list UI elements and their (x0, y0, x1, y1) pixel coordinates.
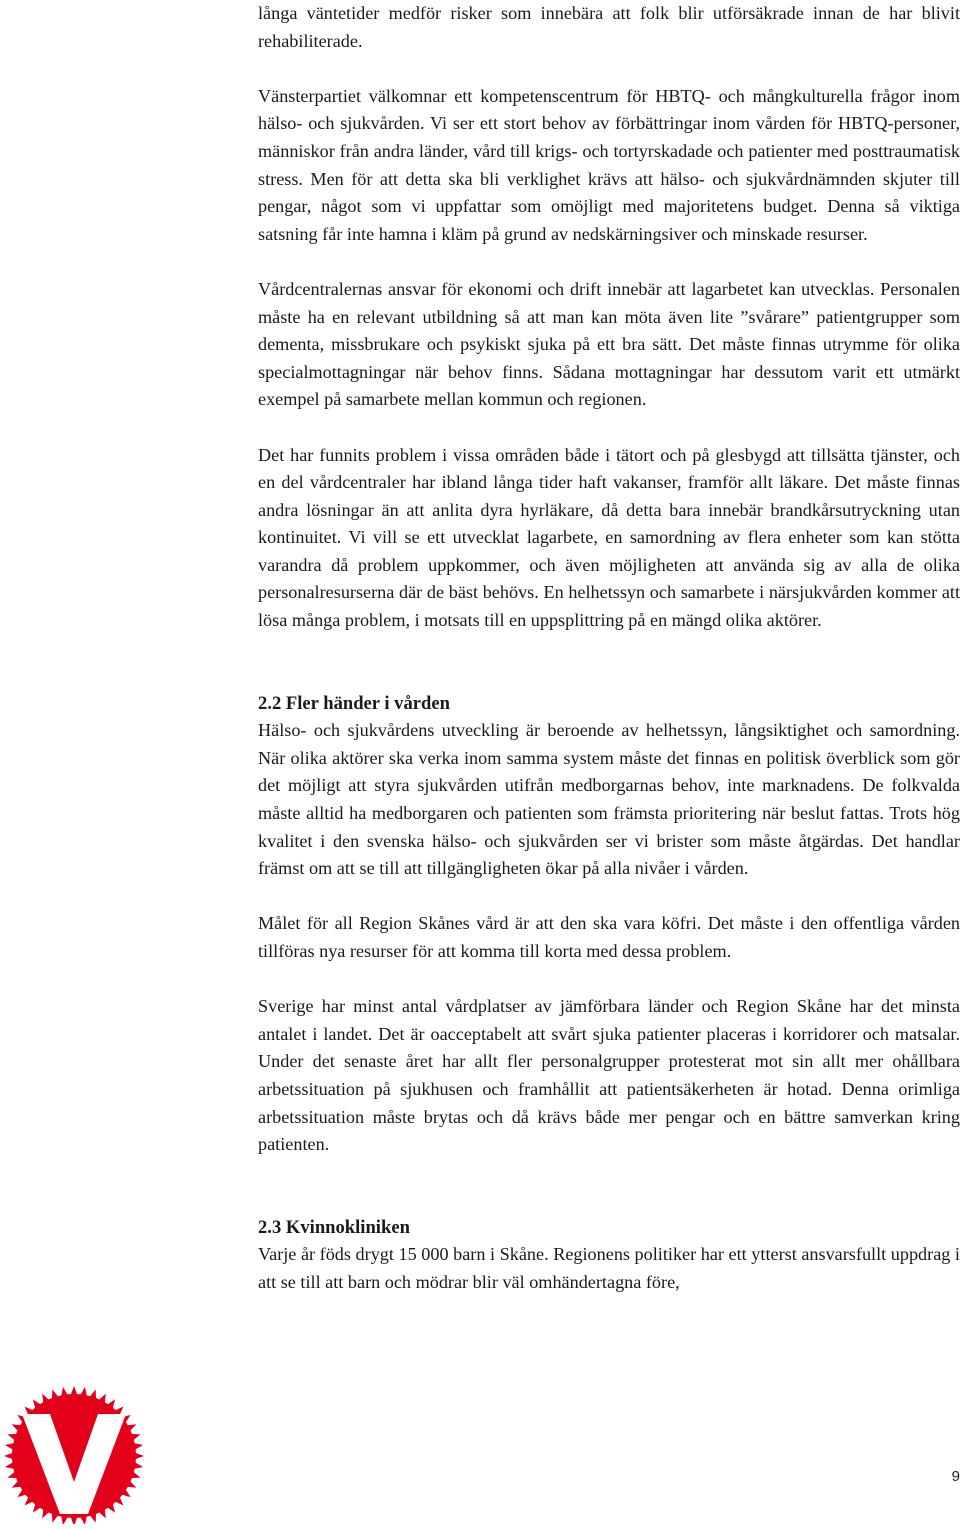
paragraph-staffing: Det har funnits problem i vissa områden både i tätort och på glesbygd att tillsätta tjänster, och en del vårdcentraler har ibland långa tider haft vakanser, framför allt läkare. Det måste finnas andra lösningar än att anlita dyra hyrläkare, då detta bara innebär brandkårsutryckning utan kontinuitet. Vi vill se ett utvecklat lagarbete, en samordning av flera enheter som kan stötta varandra då problem uppkommer, och även möjligheten att använda sig av alla de olika personalresurserna där de bäst behövs. En helhetssyn och samarbete i närsjukvården kommer att lösa många problem, i motsats till en uppsplittring på en mängd olika aktörer. (258, 444, 960, 631)
section-heading-2-3: 2.3 Kvinnokliniken (258, 1216, 410, 1238)
page-number: 9 (951, 1468, 960, 1485)
paragraph-kvinnokliniken: Varje år föds drygt 15 000 barn i Skåne. Regionens politiker har ett ytterst ansvarsfullt uppdrag i att se till att barn och mödrar blir väl omhändertagna före, (258, 1244, 960, 1292)
section-heading-2-2: 2.2 Fler händer i vården (258, 692, 450, 714)
paragraph-kofri: Målet för all Region Skånes vård är att den ska vara köfri. Det måste i den offentliga vården tillföras nya resurser för att komma till korta med dessa problem. (258, 913, 960, 961)
paragraph-vardcentraler: Vårdcentralernas ansvar för ekonomi och drift innebär att lagarbetet kan utvecklas. Personalen måste ha en relevant utbildning så att man kan möta även lite ”svårare” patientgrupper som dementa, missbrukare och psykiskt sjuka på ett bra sätt. Det måste finnas utrymme för olika specialmottagningar när behov finns. Sådana mottagningar har dessutom varit ett utmärkt exempel på samarbete mellan kommun och regionen. (258, 278, 960, 410)
document-page (258, 0, 960, 1297)
paragraph-intro-continuation: långa väntetider medför risker som innebära att folk blir utförsäkrade innan de har blivit rehabiliterade. (258, 3, 960, 51)
paragraph-helhetssyn: Hälso- och sjukvårdens utveckling är beroende av helhetssyn, långsiktighet och samordning. När olika aktörer ska verka inom samma system måste det finnas en politisk överblick som gör det möjligt att styra sjukvården utifrån medborgarnas behov, inte marknadens. De folkvalda måste alltid ha medborgaren och patienten som främsta prioritering när beslut fattas. Trots hög kvalitet i den svenska hälso- och sjukvården ser vi brister som måste åtgärdas. Det handlar främst om att se till att tillgängligheten ökar på alla nivåer i vården. (258, 720, 960, 879)
vansterpartiet-v-logo-icon (4, 1374, 144, 1524)
paragraph-vardplatser: Sverige har minst antal vårdplatser av jämförbara länder och Region Skåne har det minsta antalet i landet. Det är oacceptabelt att svårt sjuka patienter placeras i korridorer och matsalar. Under det senaste året har allt fler personalgrupper protesterat mot sin allt mer ohållbara arbetssituation på sjukhusen och framhållit att patientsäkerheten är hotad. Denna orimliga arbetssituation måste brytas och då krävs både mer pengar och en bättre samverkan kring patienten. (258, 996, 960, 1155)
paragraph-hbtq: Vänsterpartiet välkomnar ett kompetenscentrum för HBTQ- och mångkulturella frågor inom hälso- och sjukvården. Vi ser ett stort behov av förbättringar inom vården för HBTQ-personer, människor från andra länder, vård till krigs- och tortyrskadade och patienter med posttraumatisk stress. Men för att detta ska bli verklighet krävs att hälso- och sjukvårdnämnden skjuter till pengar, något som vi uppfattar som omöjligt med majoritetens budget. Denna så viktiga satsning får inte hamna i kläm på grund av nedskärningsiver och minskade resurser. (258, 85, 960, 244)
